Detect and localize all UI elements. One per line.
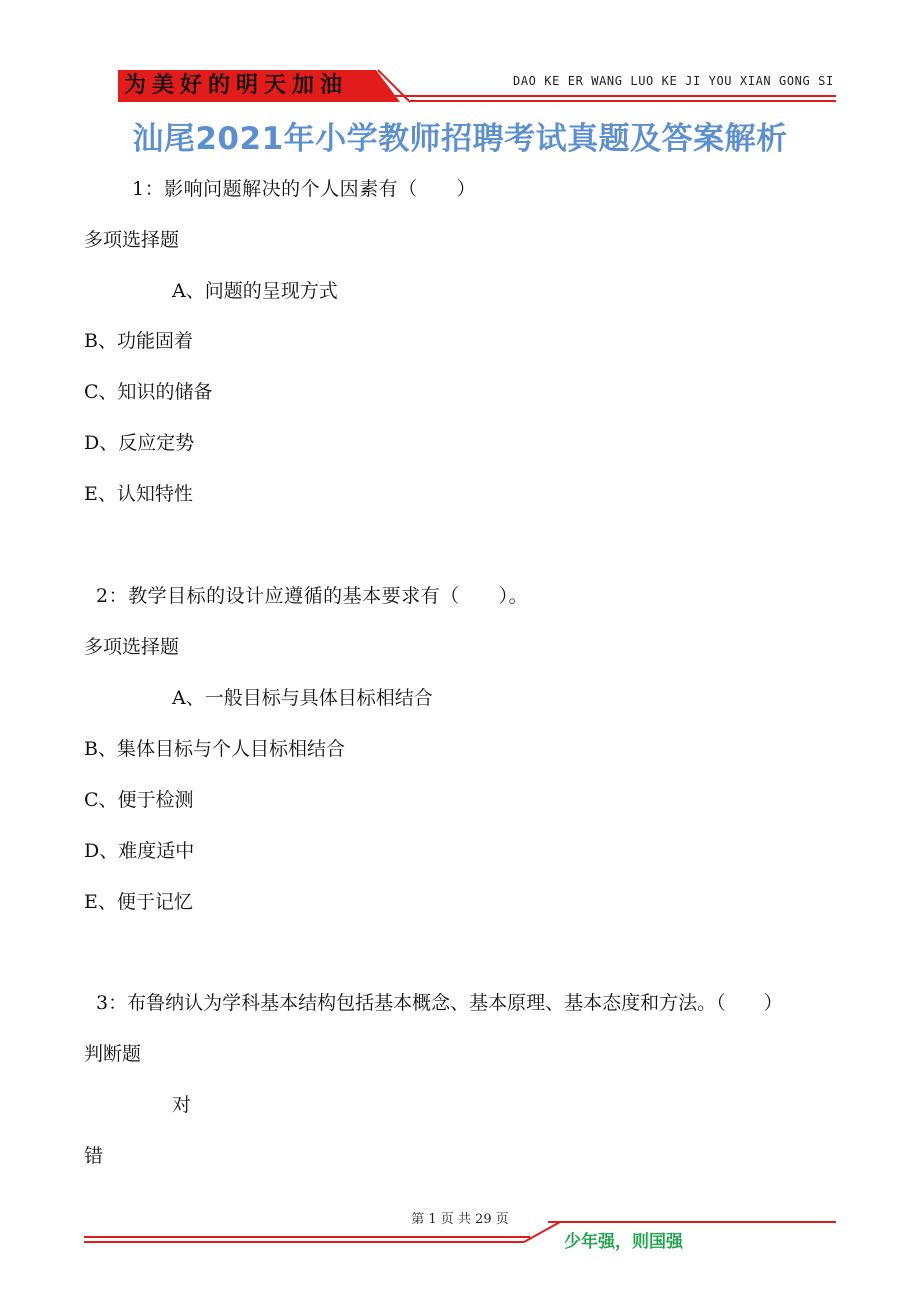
document-title: 汕尾2021年小学教师招聘考试真题及答案解析 bbox=[132, 121, 788, 157]
question-1-stem bbox=[132, 176, 476, 202]
question-number: 2： bbox=[96, 585, 129, 607]
question-text: 影响问题解决的个人因素有（ ） bbox=[164, 178, 477, 200]
footer-slogan: 少年强，则国强 bbox=[564, 1232, 683, 1252]
question-2-option-a: A、一般目标与具体目标相结合 bbox=[172, 687, 433, 709]
question-2-type: 多项选择题 bbox=[84, 636, 180, 658]
question-2-stem bbox=[96, 583, 528, 609]
question-1-option-e: E、认知特性 bbox=[84, 483, 193, 505]
page-header bbox=[0, 0, 920, 110]
question-text: 教学目标的设计应遵循的基本要求有（ ）。 bbox=[128, 585, 529, 607]
question-2-option-c: C、便于检测 bbox=[84, 789, 194, 811]
question-3-stem bbox=[96, 990, 783, 1016]
header-company-pinyin: DAO KE ER WANG LUO KE JI YOU XIAN GONG SI bbox=[513, 74, 834, 88]
question-2-option-d: D、难度适中 bbox=[84, 840, 195, 862]
question-1-option-b: B、功能固着 bbox=[84, 330, 193, 352]
question-2-option-e: E、便于记忆 bbox=[84, 891, 193, 913]
question-3-option-false: 错 bbox=[84, 1145, 104, 1167]
question-3-option-true: 对 bbox=[172, 1094, 192, 1116]
question-number: 1： bbox=[132, 178, 165, 200]
question-3-type: 判断题 bbox=[84, 1043, 142, 1065]
question-1-type: 多项选择题 bbox=[84, 229, 180, 251]
header-slogan: 为美好的明天加油 bbox=[124, 73, 349, 98]
question-1-option-c: C、知识的储备 bbox=[84, 381, 213, 403]
question-number: 3： bbox=[96, 992, 128, 1014]
question-1-option-d: D、反应定势 bbox=[84, 432, 195, 454]
question-text: 布鲁纳认为学科基本结构包括基本概念、基本原理、基本态度和方法。（ ） bbox=[127, 992, 783, 1014]
page-number-label: 第 1 页 共 29 页 bbox=[411, 1212, 509, 1227]
question-1-option-a: A、问题的呈现方式 bbox=[172, 280, 338, 302]
question-2-option-b: B、集体目标与个人目标相结合 bbox=[84, 738, 345, 760]
